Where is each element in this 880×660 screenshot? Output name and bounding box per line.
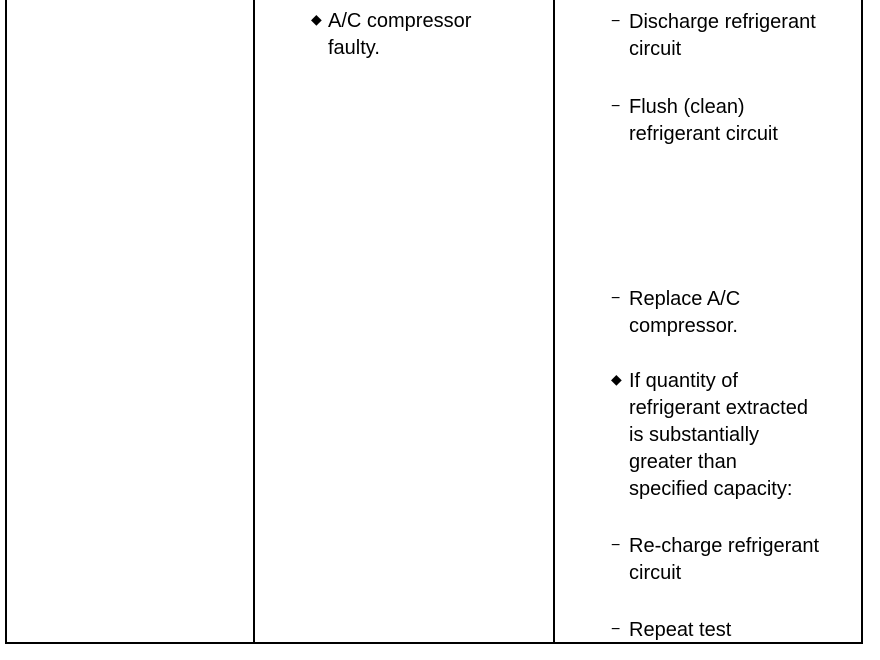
remedy-item [629, 9, 816, 63]
column-divider-2 [553, 0, 555, 642]
remedy-line: circuit [629, 38, 682, 60]
diamond-bullet-icon: ◆ [311, 11, 322, 27]
remedy-line: greater than [629, 451, 737, 473]
dash-icon: − [611, 13, 621, 30]
remedy-line: Discharge refrigerant [629, 11, 816, 33]
diamond-bullet-icon: ◆ [611, 371, 622, 387]
cause-item [328, 8, 471, 62]
dash-icon: − [611, 98, 621, 115]
remedy-line: Flush (clean) [629, 96, 745, 118]
dash-icon: − [611, 537, 621, 554]
column-divider-1 [253, 0, 255, 642]
remedy-item [629, 368, 808, 503]
cause-line: faulty. [328, 37, 380, 59]
remedy-line: circuit [629, 562, 682, 584]
remedy-item [629, 94, 778, 148]
remedy-line: refrigerant extracted [629, 397, 808, 419]
dash-icon: − [611, 621, 621, 638]
remedy-line: Replace A/C [629, 288, 741, 310]
remedy-item [629, 617, 731, 644]
remedy-line: Re-charge refrigerant [629, 535, 820, 557]
remedy-item [629, 286, 740, 340]
remedy-line: specified capacity: [629, 478, 793, 500]
cause-line: A/C compressor [328, 10, 472, 32]
remedy-line: compressor. [629, 315, 738, 337]
remedy-line: If quantity of [629, 370, 738, 392]
remedy-line: is substantially [629, 424, 760, 446]
remedy-line: Repeat test [629, 619, 732, 641]
dash-icon: − [611, 290, 621, 307]
remedy-line: refrigerant circuit [629, 123, 778, 145]
remedy-item [629, 533, 819, 587]
